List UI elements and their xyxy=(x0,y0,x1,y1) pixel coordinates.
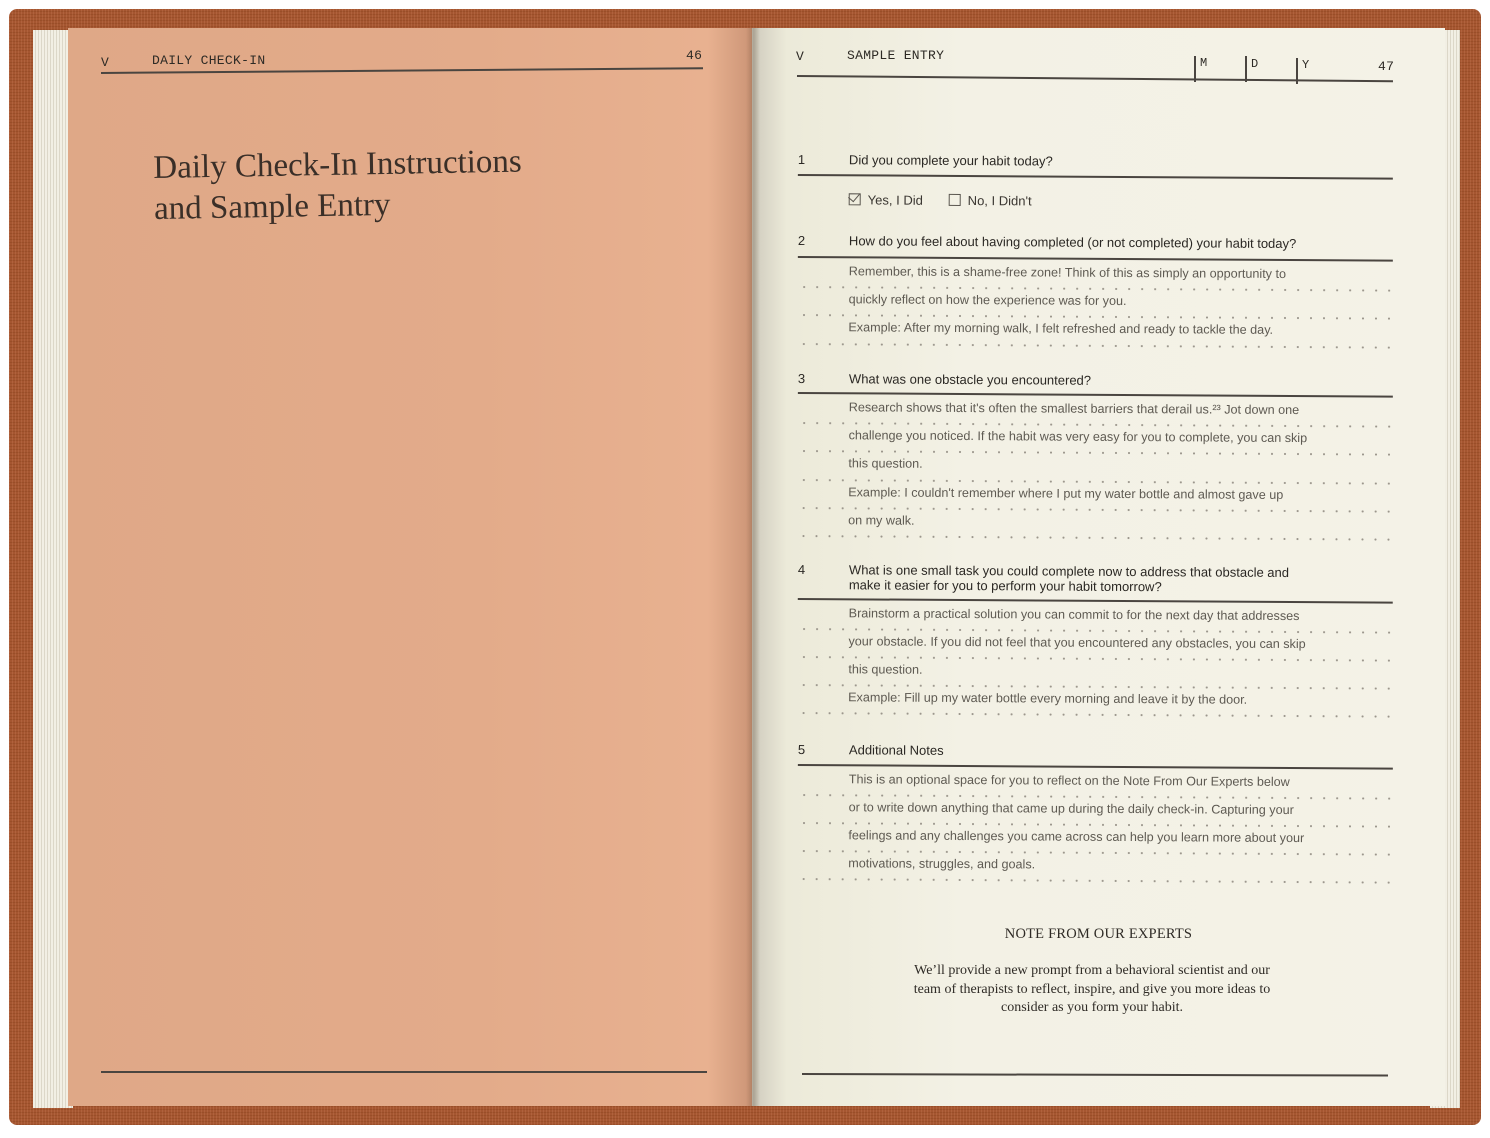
dotted-line xyxy=(797,684,1392,690)
question-number: 1 xyxy=(797,152,806,168)
note-body xyxy=(892,962,1292,1018)
question-text: Additional Notes xyxy=(848,742,944,758)
page-title xyxy=(153,139,674,230)
date-field-day[interactable]: D xyxy=(1251,57,1259,71)
checkbox-checked-icon[interactable] xyxy=(849,193,861,205)
question-text: What was one obstacle you encountered? xyxy=(848,371,1092,388)
answer-line: feelings and any challenges you came across can help you learn more about your xyxy=(848,828,1305,846)
question-rule xyxy=(798,174,1393,179)
running-head: SAMPLE ENTRY xyxy=(847,48,945,63)
dotted-line xyxy=(797,343,1392,349)
dotted-line xyxy=(797,822,1392,828)
answer-line: this question. xyxy=(848,662,923,677)
dotted-line xyxy=(797,507,1392,513)
date-field-month[interactable]: M xyxy=(1200,56,1208,70)
dotted-line xyxy=(797,535,1392,541)
footer-rule xyxy=(101,1071,707,1073)
answer-line: challenge you noticed. If the habit was very easy for you to complete, you can skip xyxy=(848,428,1308,446)
note-heading: NOTE FROM OUR EXPERTS xyxy=(1004,926,1193,942)
option-label: Yes, I Did xyxy=(867,192,923,208)
section-letter: V xyxy=(101,55,110,70)
answer-line: Research shows that it's often the smallest barriers that derail us.²³ Jot down one xyxy=(848,400,1300,418)
question-number: 4 xyxy=(797,562,806,578)
running-head: DAILY CHECK-IN xyxy=(152,53,266,68)
dotted-line xyxy=(797,850,1392,856)
dotted-line xyxy=(797,314,1392,320)
question-text: How do you feel about having completed (or not completed) your habit today? xyxy=(848,233,1297,252)
option-no[interactable] xyxy=(949,193,1032,209)
question-3 xyxy=(797,371,1398,528)
answer-line: Brainstorm a practical solution you can commit to for the next day that addresses xyxy=(848,606,1300,624)
question-rule xyxy=(798,392,1393,397)
answer-line: Example: After my morning walk, I felt refreshed and ready to tackle the day. xyxy=(848,320,1274,337)
header-rule xyxy=(797,75,1393,82)
note-line-1: We’ll provide a new prompt from a behavioral scientist and our xyxy=(914,963,1270,978)
question-number: 5 xyxy=(797,742,806,758)
left-page xyxy=(68,28,756,1106)
dotted-line xyxy=(798,422,1393,428)
book-gutter xyxy=(746,28,760,1106)
checkbox-empty-icon[interactable] xyxy=(949,194,961,206)
dotted-line xyxy=(797,712,1392,718)
question-text-line-1: What is one small task you could complete now to address that obstacle and xyxy=(848,562,1290,580)
answer-line: Example: Fill up my water bottle every morning and leave it by the door. xyxy=(848,690,1248,707)
question-text-line-2: make it easier for you to perform your habit tomorrow? xyxy=(848,577,1162,595)
footer-rule xyxy=(802,1073,1388,1076)
dotted-line xyxy=(798,450,1393,456)
dotted-line xyxy=(797,878,1392,884)
note-line-2: team of therapists to reflect, inspire, and give you more ideas to xyxy=(913,981,1271,997)
right-page xyxy=(752,28,1445,1106)
answer-line: on my walk. xyxy=(848,513,915,528)
page-number: 47 xyxy=(1378,59,1395,74)
note-line-3: consider as you form your habit. xyxy=(1001,1000,1183,1015)
question-number: 2 xyxy=(797,233,806,249)
option-label: No, I Didn't xyxy=(967,193,1032,209)
question-rule xyxy=(798,598,1393,603)
answer-line: or to write down anything that came up during the daily check-in. Capturing your xyxy=(848,800,1294,818)
date-field-year[interactable]: Y xyxy=(1302,58,1310,72)
dotted-line xyxy=(798,794,1393,800)
dotted-line xyxy=(798,628,1393,634)
header-rule xyxy=(101,67,703,73)
answer-line: Example: I couldn't remember where I put my water bottle and almost gave up xyxy=(848,485,1284,502)
dotted-line xyxy=(797,479,1392,485)
question-rule xyxy=(798,764,1393,769)
answer-line: your obstacle. If you did not feel that you encountered any obstacles, you can skip xyxy=(848,634,1306,652)
answer-line: motivations, struggles, and goals. xyxy=(848,856,1036,872)
dotted-line xyxy=(798,286,1393,292)
question-1 xyxy=(797,152,1398,209)
answer-line: This is an optional space for you to reflect on the Note From Our Experts below xyxy=(848,772,1290,790)
question-text: Did you complete your habit today? xyxy=(848,152,1053,169)
page-title-line-1: Daily Check-In Instructions xyxy=(153,143,523,186)
option-yes[interactable] xyxy=(849,192,923,207)
answer-line: Remember, this is a shame-free zone! Think of this as simply an opportunity to xyxy=(848,264,1287,281)
answer-line: quickly reflect on how the experience was for you. xyxy=(848,292,1127,309)
question-number: 3 xyxy=(797,371,806,387)
question-rule xyxy=(798,256,1393,261)
question-5 xyxy=(797,742,1398,872)
question-2 xyxy=(797,233,1398,337)
question-4 xyxy=(797,562,1398,707)
page-number: 46 xyxy=(686,48,703,63)
answer-line: this question. xyxy=(848,456,923,471)
section-letter: V xyxy=(796,49,805,64)
page-stack-left xyxy=(33,30,73,1108)
page-title-line-2: and Sample Entry xyxy=(153,186,391,227)
dotted-line xyxy=(797,656,1392,662)
